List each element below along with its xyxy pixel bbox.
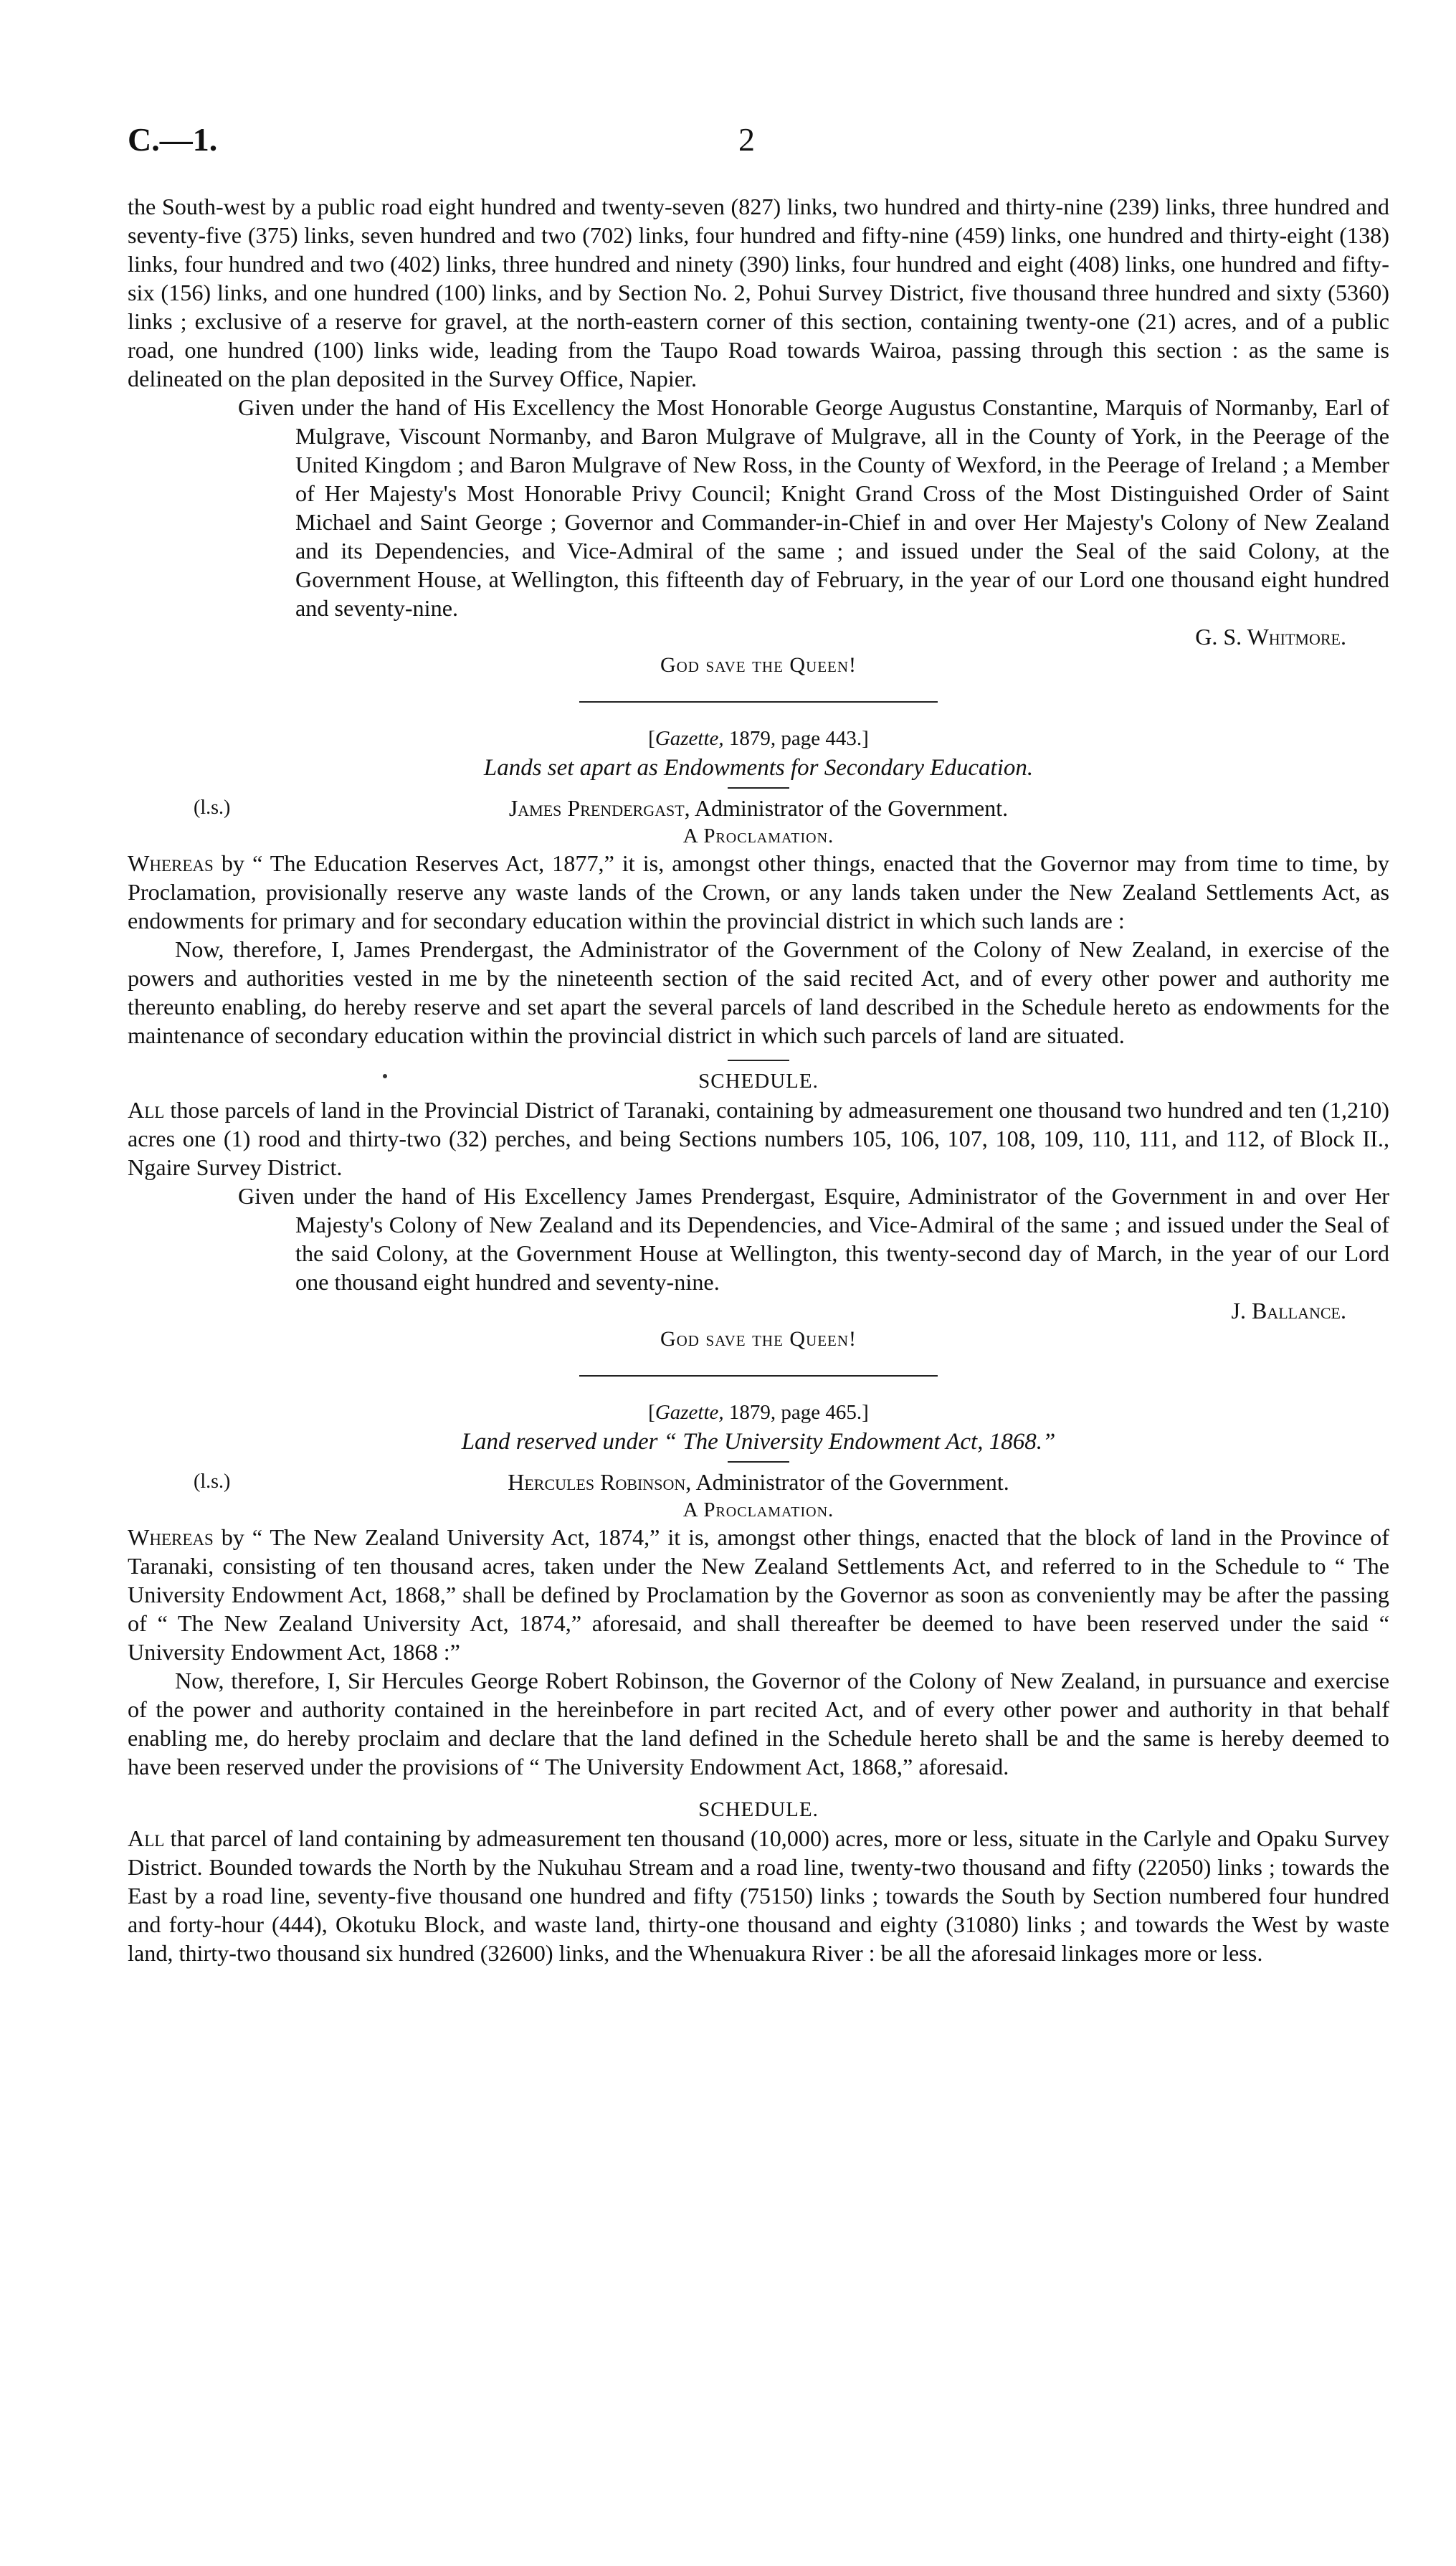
whereas-text: by “ The Education Reserves Act, 1877,” it is, amongst other things, enacted that the Governor may from time to time, by Proclamation, provisionally reserve any waste lands of the Crown, or any lands taken under the New Zealand Settlements Act, as endowments for primary and for secondary education within the provincial district in which such lands are : xyxy=(128,850,1389,933)
administrator-role: Administrator of the Government. xyxy=(690,795,1009,821)
signature-whitmore: G. S. Whitmore. xyxy=(1195,624,1346,650)
stray-dot xyxy=(383,1074,387,1078)
gazette-word: Gazette, xyxy=(655,1401,724,1424)
schedule-text-2 xyxy=(128,1824,1389,1967)
god-save-queen-1: God save the Queen! xyxy=(660,653,857,677)
gazette-citation-2: [Gazette, 1879, page 465.] xyxy=(648,1401,869,1424)
short-rule xyxy=(728,787,789,789)
page-number: 2 xyxy=(738,121,755,158)
schedule-body: that parcel of land containing by admeasurement ten thousand (10,000) acres, more or less, situate in the Carlyle and Opaku Survey District. Bounded towards the North by the Nukuhau Stream and a road line, twenty-two thousand and fifty (22050) links ; towards the East by a road line, seventy-five thousand one hundred and fifty (75150) links ; towards the South by Section numbered four hundred and forty-hour (444), Okotuku Block, and waste land, thirty-one thousand and eighty (31080) links ; and towards the West by waste land, thirty-two thousand six hundred (32600) links, and the Whenuakura River : be all the aforesaid linkages more or less. xyxy=(128,1825,1389,1966)
now-therefore-2: Now, therefore, I, Sir Hercules George Robert Robinson, the Governor of the Colony of New Zealand, in pursuance and exercise of the power and authority contained in the hereinbefore in part recited Act, and of every other power and authority in that behalf enabling me, do hereby proclaim and declare that the land defined in the Schedule hereto shall be and the same is hereby deemed to have been reserved under the provisions of “ The University Endowment Act, 1868,” aforesaid. xyxy=(128,1668,1389,1779)
administrator-name: Hercules Robinson, xyxy=(508,1469,692,1495)
seal-mark: (l.s.) xyxy=(194,1470,231,1493)
schedule-first-word: All xyxy=(128,1825,165,1851)
now-therefore-1: Now, therefore, I, James Prendergast, the Administrator of the Government of the Colony of New Zealand, in exercise of the powers and authorities vested in me by the nineteenth section of the said recited Act, and of every other power and authority me thereunto enabling, do hereby reserve and set apart the several parcels of land described in the Schedule hereto as endowments for the maintenance of secondary education within the provincial district in which such parcels of land are situated. xyxy=(128,936,1389,1048)
given-under-hand-1: Given under the hand of His Excellency the Most Honorable George Augustus Constantine, Marquis of Normanby, Earl of Mulgrave, Viscount Normanby, and Baron Mulgrave of Mulgrave, all in the County of York, in the Peerage of the United Kingdom ; and Baron Mulgrave of New Ross, in the County of Wexford, in the Peerage of Ireland ; a Member of Her Majesty's Most Honorable Privy Council; Knight Grand Cross of the Most Distinguished Order of Saint Michael and Saint George ; Governor and Commander-in-Chief in and over Her Majesty's Colony of New Zealand and its Dependencies, and Vice-Admiral of the same ; and issued under the Seal of the said Colony, at the Government House, at Wellington, this fifteenth day of February, in the year of our Lord one thousand eight hundred and seventy-nine. xyxy=(238,394,1389,621)
signature-ballance: J. Ballance. xyxy=(1231,1298,1346,1324)
whereas-word: Whereas xyxy=(128,850,214,876)
administrator-role: Administrator of the Government. xyxy=(691,1469,1009,1495)
short-rule xyxy=(728,1060,789,1061)
schedule-heading-2: SCHEDULE. xyxy=(698,1798,819,1821)
short-rule xyxy=(728,1461,789,1463)
whereas-paragraph-1 xyxy=(128,849,1389,935)
heading-secondary-education: Lands set apart as Endowments for Secondary Education. xyxy=(483,755,1034,781)
administrator-line-2 xyxy=(128,1467,1389,1497)
document-body xyxy=(128,192,1389,1967)
whereas-text: by “ The New Zealand University Act, 1874,” it is, amongst other things, enacted that the block of land in the Province of Taranaki, consisting of ten thousand acres, taken under the New Zealand Settlements Act, and referred to in the Schedule to “ The University Endowment Act, 1868,” shall be defined by Proclamation by the Governor as soon as conveniently may be after the passing of “ The New Zealand University Act, 1874,” aforesaid, and shall thereafter be deemed to have been reserved under the said “ University Endowment Act, 1868 :” xyxy=(128,1524,1389,1665)
god-save-queen-2: God save the Queen! xyxy=(660,1327,857,1351)
heading-university-endowment: Land reserved under “ The University Endowment Act, 1868.” xyxy=(461,1429,1056,1455)
schedule-first-word: All xyxy=(128,1097,165,1123)
gazette-ref: 1879, page 443. xyxy=(723,727,862,750)
administrator-name: James Prendergast, xyxy=(508,795,690,821)
continued-paragraph: the South-west by a public road eight hundred and twenty-seven (827) links, two hundred and thirty-nine (239) links, three hundred and seventy-five (375) links, seven hundred and two (702) links, four hundred and fifty-nine (459) links, one hundred and thirty-eight (138) links, four hundred and two (402) links, three hundred and ninety (390) links, four hundred and eight (408) links, one hundred and fifty-six (156) links, and one hundred (100) links, and by Section No. 2, Pohui Survey District, five thousand three hundred and sixty (5360) links ; exclusive of a reserve for gravel, at the north-eastern corner of this section, containing twenty-one (21) acres, and of a public road, one hundred (100) links wide, leading from the Taupo Road towards Wairoa, passing through this section : as the same is delineated on the plan deposited in the Survey Office, Napier. xyxy=(128,194,1389,391)
whereas-paragraph-2 xyxy=(128,1523,1389,1666)
section-divider-1 xyxy=(579,701,938,703)
proclamation-heading-2: A Proclamation. xyxy=(682,1498,834,1521)
given-under-hand-2: Given under the hand of His Excellency James Prendergast, Esquire, Administrator of the Government in and over Her Majesty's Colony of New Zealand and its Dependencies, and Vice-Admiral of the same ; and issued under the Seal of the said Colony, at the Government House at Wellington, this twenty-second day of March, in the year of our Lord one thousand eight hundred and seventy-nine. xyxy=(238,1183,1389,1295)
schedule-body: those parcels of land in the Provincial District of Taranaki, containing by admeasurement one thousand two hundred and ten (1,210) acres one (1) rood and thirty-two (32) perches, and being Sections numbers 105, 106, 107, 108, 109, 110, 111, and 112, of Block II., Ngaire Survey District. xyxy=(128,1097,1389,1180)
gazette-citation-1: [Gazette, 1879, page 443.] xyxy=(648,727,869,750)
gazette-word: Gazette, xyxy=(655,727,724,750)
section-divider-2 xyxy=(579,1375,938,1377)
seal-mark: (l.s.) xyxy=(194,797,231,819)
administrator-line-1 xyxy=(128,793,1389,823)
spacer xyxy=(128,1781,1389,1795)
schedule-text-1 xyxy=(128,1096,1389,1182)
schedule-heading-wrap xyxy=(128,1067,1389,1096)
gazette-ref: 1879, page 465. xyxy=(723,1401,862,1424)
proclamation-heading-1: A Proclamation. xyxy=(682,825,834,847)
whereas-word: Whereas xyxy=(128,1524,214,1550)
schedule-heading-1: SCHEDULE. xyxy=(698,1070,819,1093)
section-code: C.—1. xyxy=(128,121,218,158)
